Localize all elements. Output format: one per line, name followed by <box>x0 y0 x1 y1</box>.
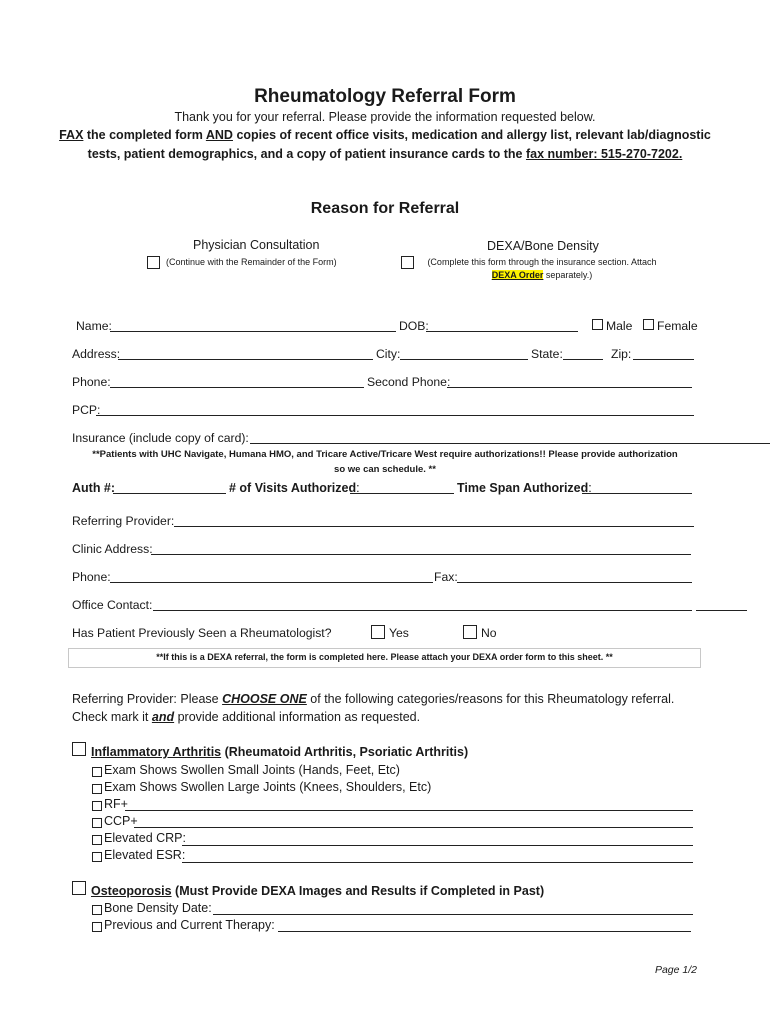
osteoporosis-checkbox[interactable] <box>72 881 86 895</box>
elevated-esr-checkbox[interactable] <box>92 852 102 862</box>
inflammatory-arthritis-checkbox[interactable] <box>72 742 86 756</box>
second-phone-field[interactable] <box>447 387 692 388</box>
previous-therapy-checkbox[interactable] <box>92 922 102 932</box>
address-label: Address: <box>72 347 121 361</box>
swollen-small-joints-checkbox[interactable] <box>92 767 102 777</box>
referring-provider-label: Referring Provider: <box>72 514 175 528</box>
choose-one-emphasis: CHOOSE ONE <box>222 692 307 706</box>
referring-provider-field[interactable] <box>174 526 694 527</box>
elevated-crp-checkbox[interactable] <box>92 835 102 845</box>
insurance-field[interactable] <box>250 443 770 444</box>
provider-phone-label: Phone: <box>72 570 111 584</box>
instr-text4: provide additional information as requested. <box>174 710 421 724</box>
visits-authorized-label <box>229 481 360 495</box>
pcp-label: PCP: <box>72 403 101 417</box>
visits-authorized-field[interactable] <box>350 493 454 494</box>
seen-no-checkbox[interactable] <box>463 625 477 639</box>
insurance-note-line2: so we can schedule. ** <box>334 464 436 475</box>
name-field[interactable] <box>110 331 396 332</box>
fax-text1: the completed form <box>83 128 206 142</box>
fax-instructions-line1 <box>0 128 770 142</box>
provider-phone-field[interactable] <box>110 582 433 583</box>
address-field[interactable] <box>118 359 373 360</box>
zip-field[interactable] <box>633 359 694 360</box>
seen-yes-label: Yes <box>389 626 409 640</box>
provider-fax-field[interactable] <box>457 582 692 583</box>
male-label: Male <box>606 319 633 333</box>
clinic-address-field[interactable] <box>151 554 691 555</box>
office-contact-extra-field[interactable] <box>696 610 747 611</box>
physician-consultation-label: Physician Consultation <box>193 238 320 252</box>
office-contact-label: Office Contact: <box>72 598 153 612</box>
instr-text3: Check mark it <box>72 710 152 724</box>
and-emphasis: and <box>151 710 175 724</box>
office-contact-field[interactable] <box>153 610 692 611</box>
male-checkbox[interactable] <box>592 319 603 330</box>
auth-field[interactable] <box>113 493 226 494</box>
swollen-large-joints-label: Exam Shows Swollen Large Joints (Knees, Shoulders, Etc) <box>104 780 432 794</box>
ccp-checkbox[interactable] <box>92 818 102 828</box>
dexa-complete-note: **If this is a DEXA referral, the form is completed here. Please attach your DEXA order form to this sheet. ** <box>156 652 613 662</box>
rf-checkbox[interactable] <box>92 801 102 811</box>
insurance-note-line1: **Patients with UHC Navigate, Humana HMO, and Tricare Active/Tricare West require authorizations!! Please provide authorization <box>92 449 678 460</box>
inflammatory-arthritis-heading <box>91 745 468 759</box>
dexa-note <box>417 256 667 282</box>
insurance-label: Insurance (include copy of card): <box>72 431 249 445</box>
physician-consultation-note: (Continue with the Remainder of the Form) <box>166 257 337 267</box>
elevated-crp-field[interactable] <box>182 845 693 846</box>
time-span-colon: : <box>588 481 592 495</box>
and-word: AND <box>205 128 233 142</box>
elevated-esr-field[interactable] <box>182 862 693 863</box>
fax-word: FAX <box>59 128 84 142</box>
page-number: Page 1/2 <box>654 964 697 976</box>
city-label: City: <box>376 347 401 361</box>
fax-text3: tests, patient demographics, and a copy of patient insurance cards to the <box>87 147 526 161</box>
inflammatory-arthritis-sub: (Rheumatoid Arthritis, Psoriatic Arthritis) <box>221 745 469 759</box>
time-span-text: Time Span Authorized <box>457 481 589 495</box>
state-label: State: <box>531 347 563 361</box>
pcp-field[interactable] <box>96 415 694 416</box>
previous-therapy-field[interactable] <box>278 931 691 932</box>
intro-text: Thank you for your referral. Please provide the information requested below. <box>174 110 596 124</box>
fax-number: fax number: 515-270-7202. <box>525 147 683 161</box>
state-field[interactable] <box>563 359 603 360</box>
dexa-label: DEXA/Bone Density <box>487 239 599 253</box>
time-span-label <box>457 481 592 495</box>
bone-density-date-checkbox[interactable] <box>92 905 102 915</box>
reason-title: Reason for Referral <box>310 200 460 217</box>
dexa-note-end: separately.) <box>543 270 593 280</box>
fax-instructions-line2 <box>0 147 770 161</box>
phone-field[interactable] <box>110 387 364 388</box>
seen-yes-checkbox[interactable] <box>371 625 385 639</box>
dexa-checkbox[interactable] <box>401 256 414 269</box>
dob-field[interactable] <box>426 331 578 332</box>
inflammatory-arthritis-title: Inflammatory Arthritis <box>91 745 222 759</box>
second-phone-label: Second Phone: <box>367 375 451 389</box>
female-checkbox[interactable] <box>643 319 654 330</box>
elevated-crp-label: Elevated CRP: <box>104 831 186 845</box>
visits-authorized-text: # of Visits Authorized <box>229 481 357 495</box>
dob-label: DOB: <box>399 319 429 333</box>
phone-label: Phone: <box>72 375 111 389</box>
bone-density-date-field[interactable] <box>213 914 693 915</box>
swollen-large-joints-checkbox[interactable] <box>92 784 102 794</box>
osteoporosis-sub: (Must Provide DEXA Images and Results if Completed in Past) <box>171 884 545 898</box>
physician-consultation-checkbox[interactable] <box>147 256 160 269</box>
instr-text1: Referring Provider: Please <box>72 692 223 706</box>
name-label: Name: <box>76 319 112 333</box>
rf-field[interactable] <box>125 810 693 811</box>
instr-text2: of the following categories/reasons for this Rheumatology referral. <box>306 692 675 706</box>
previous-therapy-label: Previous and Current Therapy: <box>104 918 275 932</box>
zip-label: Zip: <box>611 347 632 361</box>
swollen-small-joints-label: Exam Shows Swollen Small Joints (Hands, Feet, Etc) <box>104 763 400 777</box>
category-instructions-line1 <box>72 692 674 706</box>
form-title: Rheumatology Referral Form <box>254 86 516 107</box>
visits-colon: : <box>356 481 360 495</box>
osteoporosis-heading <box>91 884 544 898</box>
clinic-address-label: Clinic Address: <box>72 542 153 556</box>
dexa-order-highlight: DEXA Order <box>491 270 544 280</box>
fax-text2: copies of recent office visits, medication and allergy list, relevant lab/diagnostic <box>232 128 711 142</box>
dexa-note-text: (Complete this form through the insurance section. Attach <box>427 257 657 267</box>
rf-label: RF+ <box>104 797 128 811</box>
provider-fax-label: Fax: <box>434 570 458 584</box>
seen-rheumatologist-label: Has Patient Previously Seen a Rheumatologist? <box>72 626 332 640</box>
time-span-field[interactable] <box>582 493 692 494</box>
seen-no-label: No <box>481 626 497 640</box>
category-instructions-line2 <box>72 710 420 724</box>
osteoporosis-title: Osteoporosis <box>91 884 172 898</box>
auth-label: Auth #: <box>72 481 116 495</box>
ccp-label: CCP+ <box>104 814 138 828</box>
ccp-field[interactable] <box>134 827 693 828</box>
female-label: Female <box>657 319 698 333</box>
city-field[interactable] <box>400 359 528 360</box>
bone-density-date-label: Bone Density Date: <box>104 901 212 915</box>
elevated-esr-label: Elevated ESR: <box>104 848 186 862</box>
